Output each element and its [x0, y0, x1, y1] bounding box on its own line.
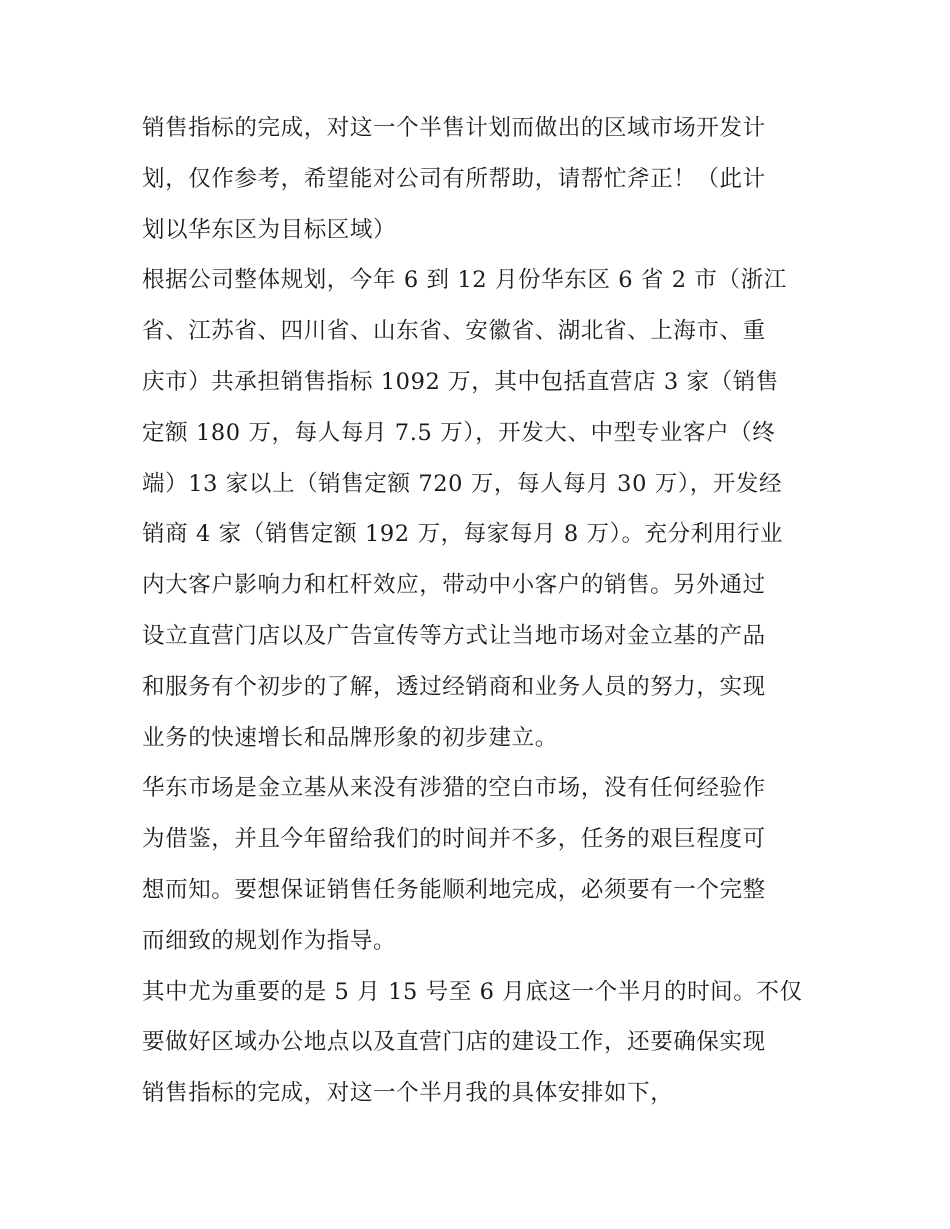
text-line: 省、江苏省、四川省、山东省、安徽省、湖北省、上海市、重	[142, 318, 766, 345]
text-line: 想而知。要想保证销售任务能顺利地完成，必须要有一个完整	[142, 876, 766, 903]
text-line: 要做好区域办公地点以及直营门店的建设工作，还要确保实现	[142, 1029, 766, 1056]
paragraph-sales-targets	[142, 255, 812, 763]
text-line: 端）13 家以上（销售定额 720 万，每人每月 30 万），开发经	[142, 470, 783, 497]
text-line: 为借鉴，并且今年留给我们的时间并不多，任务的艰巨程度可	[142, 826, 766, 853]
text-line: 设立直营门店以及广告宣传等方式让当地市场对金立基的产品	[142, 622, 766, 649]
document-body	[142, 103, 812, 1119]
text-line: 销售指标的完成，对这一个半售计划而做出的区域市场开发计	[142, 115, 766, 141]
text-line: 华东市场是金立基从来没有涉猎的空白市场，没有任何经验作	[142, 775, 766, 802]
text-line: 划，仅作参考，希望能对公司有所帮助，请帮忙斧正！（此计	[142, 165, 766, 192]
text-line: 庆市）共承担销售指标 1092 万，其中包括直营店 3 家（销售	[142, 368, 779, 395]
text-line: 定额 180 万，每人每月 7.5 万），开发大、中型专业客户（终	[142, 419, 776, 446]
text-line: 销商 4 家（销售定额 192 万，每家每月 8 万）。充分利用行业	[142, 521, 784, 548]
text-line: 根据公司整体规划，今年 6 到 12 月份华东区 6 省 2 市（浙江	[142, 267, 787, 294]
text-line: 和服务有个初步的了解，透过经销商和业务人员的努力，实现	[142, 673, 766, 700]
paragraph-market-challenge	[142, 763, 812, 966]
text-line: 业务的快速增长和品牌形象的初步建立。	[142, 724, 558, 751]
paragraph-intro	[142, 103, 812, 255]
text-line: 划以华东区为目标区域）	[142, 216, 397, 243]
text-line: 而细致的规划作为指导。	[142, 927, 397, 954]
text-line: 销售指标的完成，对这一个半月我的具体安排如下，	[142, 1080, 674, 1107]
paragraph-schedule	[142, 967, 812, 1119]
text-line: 其中尤为重要的是 5 月 15 号至 6 月底这一个半月的时间。不仅	[142, 978, 803, 1005]
text-line: 内大客户影响力和杠杆效应，带动中小客户的销售。另外通过	[142, 572, 766, 599]
